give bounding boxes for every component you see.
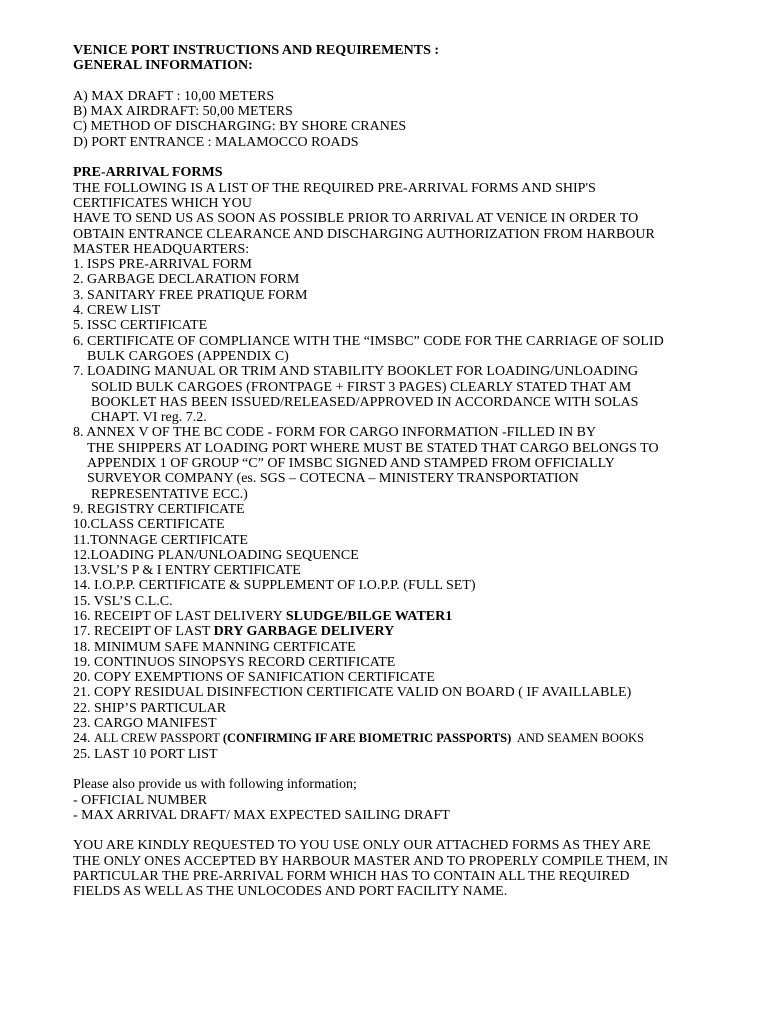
item-text: ALL CREW PASSPORT <box>94 731 223 746</box>
item-text: 16. RECEIPT OF LAST DELIVERY <box>73 608 286 624</box>
closing-paragraph <box>73 838 713 899</box>
general-info-item: A) MAX DRAFT : 10,00 METERS <box>73 88 275 104</box>
closing-line: FIELDS AS WELL AS THE UNLOCODES AND PORT FACILITY NAME. <box>73 884 508 900</box>
general-info-item: C) METHOD OF DISCHARGING: BY SHORE CRANES <box>73 119 407 135</box>
list-item-continuation: BOOKLET HAS BEEN ISSUED/RELEASED/APPROVED IN ACCORDANCE WITH SOLAS <box>91 394 639 410</box>
additional-info <box>73 777 713 823</box>
list-item: 19. CONTINUOS SINOPSYS RECORD CERTIFICATE <box>73 654 396 670</box>
list-item <box>73 731 713 746</box>
additional-info-item: - MAX ARRIVAL DRAFT/ MAX EXPECTED SAILING DRAFT <box>73 807 450 823</box>
item-emphasis: (CONFIRMING IF ARE BIOMETRIC PASSPORTS) <box>222 731 512 746</box>
list-item: 21. COPY RESIDUAL DISINFECTION CERTIFICATE VALID ON BOARD ( IF AVAILLABLE) <box>73 685 632 701</box>
list-item: 1. ISPS PRE-ARRIVAL FORM <box>73 257 252 273</box>
list-item: 11.TONNAGE CERTIFICATE <box>73 532 248 548</box>
list-item-continuation: SURVEYOR COMPANY (es. SGS – COTECNA – MINISTERY TRANSPORTATION <box>87 471 579 487</box>
closing-line: YOU ARE KINDLY REQUESTED TO YOU USE ONLY OUR ATTACHED FORMS AS THEY ARE <box>73 838 651 854</box>
list-item: 23. CARGO MANIFEST <box>73 716 217 732</box>
list-item-continuation: BULK CARGOES (APPENDIX C) <box>87 348 289 364</box>
intro-line: OBTAIN ENTRANCE CLEARANCE AND DISCHARGING AUTHORIZATION FROM HARBOUR <box>73 226 655 242</box>
list-item: 3. SANITARY FREE PRATIQUE FORM <box>73 287 308 303</box>
spacer <box>73 74 713 89</box>
document-title: VENICE PORT INSTRUCTIONS AND REQUIREMENTS : <box>73 43 440 58</box>
list-item-continuation: REPRESENTATIVE ECC.) <box>91 486 248 502</box>
list-item: 25. LAST 10 PORT LIST <box>73 746 218 762</box>
item-text: AND SEAMEN BOOKS <box>511 731 644 746</box>
intro-line: MASTER HEADQUARTERS: <box>73 241 250 257</box>
list-item: 22. SHIP’S PARTICULAR <box>73 700 227 716</box>
list-item: 15. VSL’S C.L.C. <box>73 593 173 609</box>
list-item-continuation: CHAPT. VI reg. 7.2. <box>91 410 207 426</box>
list-item: 14. I.O.P.P. CERTIFICATE & SUPPLEMENT OF I.O.P.P. (FULL SET) <box>73 578 476 594</box>
list-item: 9. REGISTRY CERTIFICATE <box>73 501 245 517</box>
list-item-continuation: THE SHIPPERS AT LOADING PORT WHERE MUST BE STATED THAT CARGO BELONGS TO <box>87 440 659 456</box>
pre-arrival-intro <box>73 181 713 257</box>
spacer <box>73 762 713 777</box>
list-item: 18. MINIMUM SAFE MANNING CERTFICATE <box>73 639 356 655</box>
required-forms-list <box>73 257 713 762</box>
spacer <box>73 823 713 838</box>
item-emphasis: SLUDGE/BILGE WATER1 <box>285 608 453 624</box>
section-heading-pre-arrival: PRE-ARRIVAL FORMS <box>73 165 223 181</box>
document-page <box>73 43 713 900</box>
list-item: 7. LOADING MANUAL OR TRIM AND STABILITY BOOKLET FOR LOADING/UNLOADING <box>73 364 639 380</box>
list-item <box>73 609 713 624</box>
item-text: 17. RECEIPT OF LAST <box>73 624 214 640</box>
closing-line: PARTICULAR THE PRE-ARRIVAL FORM WHICH HAS TO CONTAIN ALL THE REQUIRED <box>73 869 630 885</box>
list-item-continuation: SOLID BULK CARGOES (FRONTPAGE + FIRST 3 PAGES) CLEARLY STATED THAT AM <box>91 379 632 395</box>
spacer <box>73 150 713 165</box>
list-item: 6. CERTIFICATE OF COMPLIANCE WITH THE “IMSBC” CODE FOR THE CARRIAGE OF SOLID <box>73 333 664 349</box>
list-item: 10.CLASS CERTIFICATE <box>73 517 225 533</box>
additional-info-intro: Please also provide us with following information; <box>73 777 357 793</box>
closing-line: THE ONLY ONES ACCEPTED BY HARBOUR MASTER AND TO PROPERLY COMPILE THEM, IN <box>73 853 668 869</box>
list-item: 13.VSL’S P & I ENTRY CERTIFICATE <box>73 563 301 579</box>
item-emphasis: DRY GARBAGE DELIVERY <box>213 624 395 640</box>
item-number: 24. <box>73 731 94 747</box>
intro-line: HAVE TO SEND US AS SOON AS POSSIBLE PRIOR TO ARRIVAL AT VENICE IN ORDER TO <box>73 211 639 227</box>
intro-line: CERTIFICATES WHICH YOU <box>73 195 252 211</box>
list-item: 4. CREW LIST <box>73 303 161 319</box>
list-item-continuation: APPENDIX 1 OF GROUP “C” OF IMSBC SIGNED AND STAMPED FROM OFFICIALLY <box>87 456 615 472</box>
list-item: 8. ANNEX V OF THE BC CODE - FORM FOR CARGO INFORMATION -FILLED IN BY <box>73 425 597 441</box>
general-info-item: B) MAX AIRDRAFT: 50,00 METERS <box>73 104 293 120</box>
general-info-item: D) PORT ENTRANCE : MALAMOCCO ROADS <box>73 134 359 150</box>
additional-info-item: - OFFICIAL NUMBER <box>73 792 208 808</box>
section-heading-general-info: GENERAL INFORMATION: <box>73 58 253 74</box>
list-item: 5. ISSC CERTIFICATE <box>73 318 208 334</box>
general-info-list <box>73 89 713 150</box>
intro-line: THE FOLLOWING IS A LIST OF THE REQUIRED PRE-ARRIVAL FORMS AND SHIP'S <box>73 180 596 196</box>
list-item: 12.LOADING PLAN/UNLOADING SEQUENCE <box>73 547 359 563</box>
list-item <box>73 624 713 639</box>
list-item: 2. GARBAGE DECLARATION FORM <box>73 272 300 288</box>
list-item: 20. COPY EXEMPTIONS OF SANIFICATION CERTIFICATE <box>73 670 435 686</box>
